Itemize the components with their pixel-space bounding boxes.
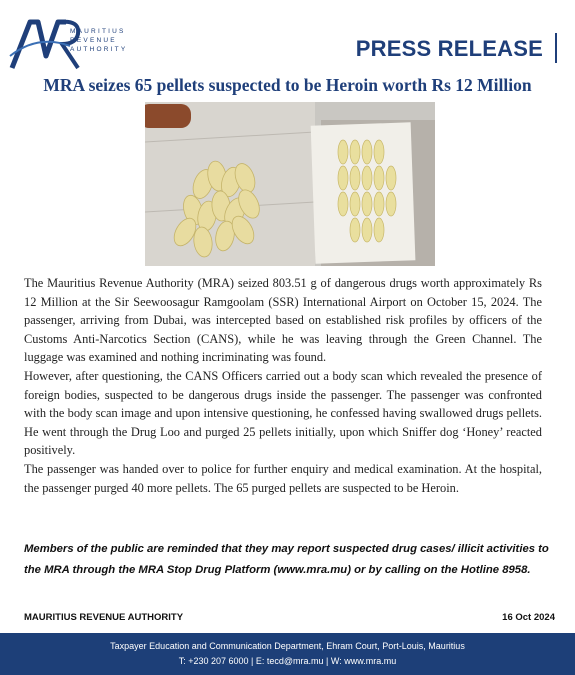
footer-address: Taxpayer Education and Communication Department, Ehram Court, Port-Louis, Mauritius [110, 641, 465, 651]
seized-pellets-photo [145, 102, 435, 266]
headline: MRA seizes 65 pellets suspected to be Heroin worth Rs 12 Million [43, 75, 532, 95]
title-divider [555, 33, 557, 63]
release-date: 16 Oct 2024 [502, 612, 555, 623]
logo-wordmark: MAURITIUS REVENUE AUTHORITY [70, 28, 128, 53]
article-body [24, 274, 542, 497]
footer-contact: T: +230 207 6000 | E: tecd@mra.mu | W: www.mra.mu [178, 656, 397, 666]
footer [0, 633, 575, 675]
press-release-title: PRESS RELEASE [355, 36, 543, 61]
paragraph-1: The Mauritius Revenue Authority (MRA) seized 803.51 g of dangerous drugs worth approximately Rs 12 Million at the Sir Seewoosagur Ramgoolam (SSR) International Airport on October 15, 2024. The passenger, arriving from Dubai, was intercepted based on established risk profiles by officers of the Customs Anti-Narcotics Section (CANS), while he was leaving through the Green Channel. The luggage was examined and nothing incriminating was found. [24, 276, 542, 365]
signature: MAURITIUS REVENUE AUTHORITY [24, 612, 184, 623]
public-notice: Members of the public are reminded that they may report suspected drug cases/ illicit activities to the MRA through the MRA Stop Drug Platform (www.mra.mu) or by calling on the Hotline 8958. [24, 543, 549, 576]
paragraph-2: However, after questioning, the CANS Officers carried out a body scan which revealed the presence of foreign bodies, suspected to be dangerous drugs inside the passenger. The passenger was confronted with the body scan image and upon intensive questioning, he confessed having swallowed drugs pellets. He went through the Drug Loo and purged 25 pellets initially, upon which Sniffer dog ‘Honey’ reacted positively. [24, 368, 542, 458]
paragraph-3: The passenger was handed over to police for further enquiry and medical examination. At the hospital, the passenger purged 40 more pellets. The 65 purged pellets are suspected to be Heroin. [24, 461, 542, 495]
